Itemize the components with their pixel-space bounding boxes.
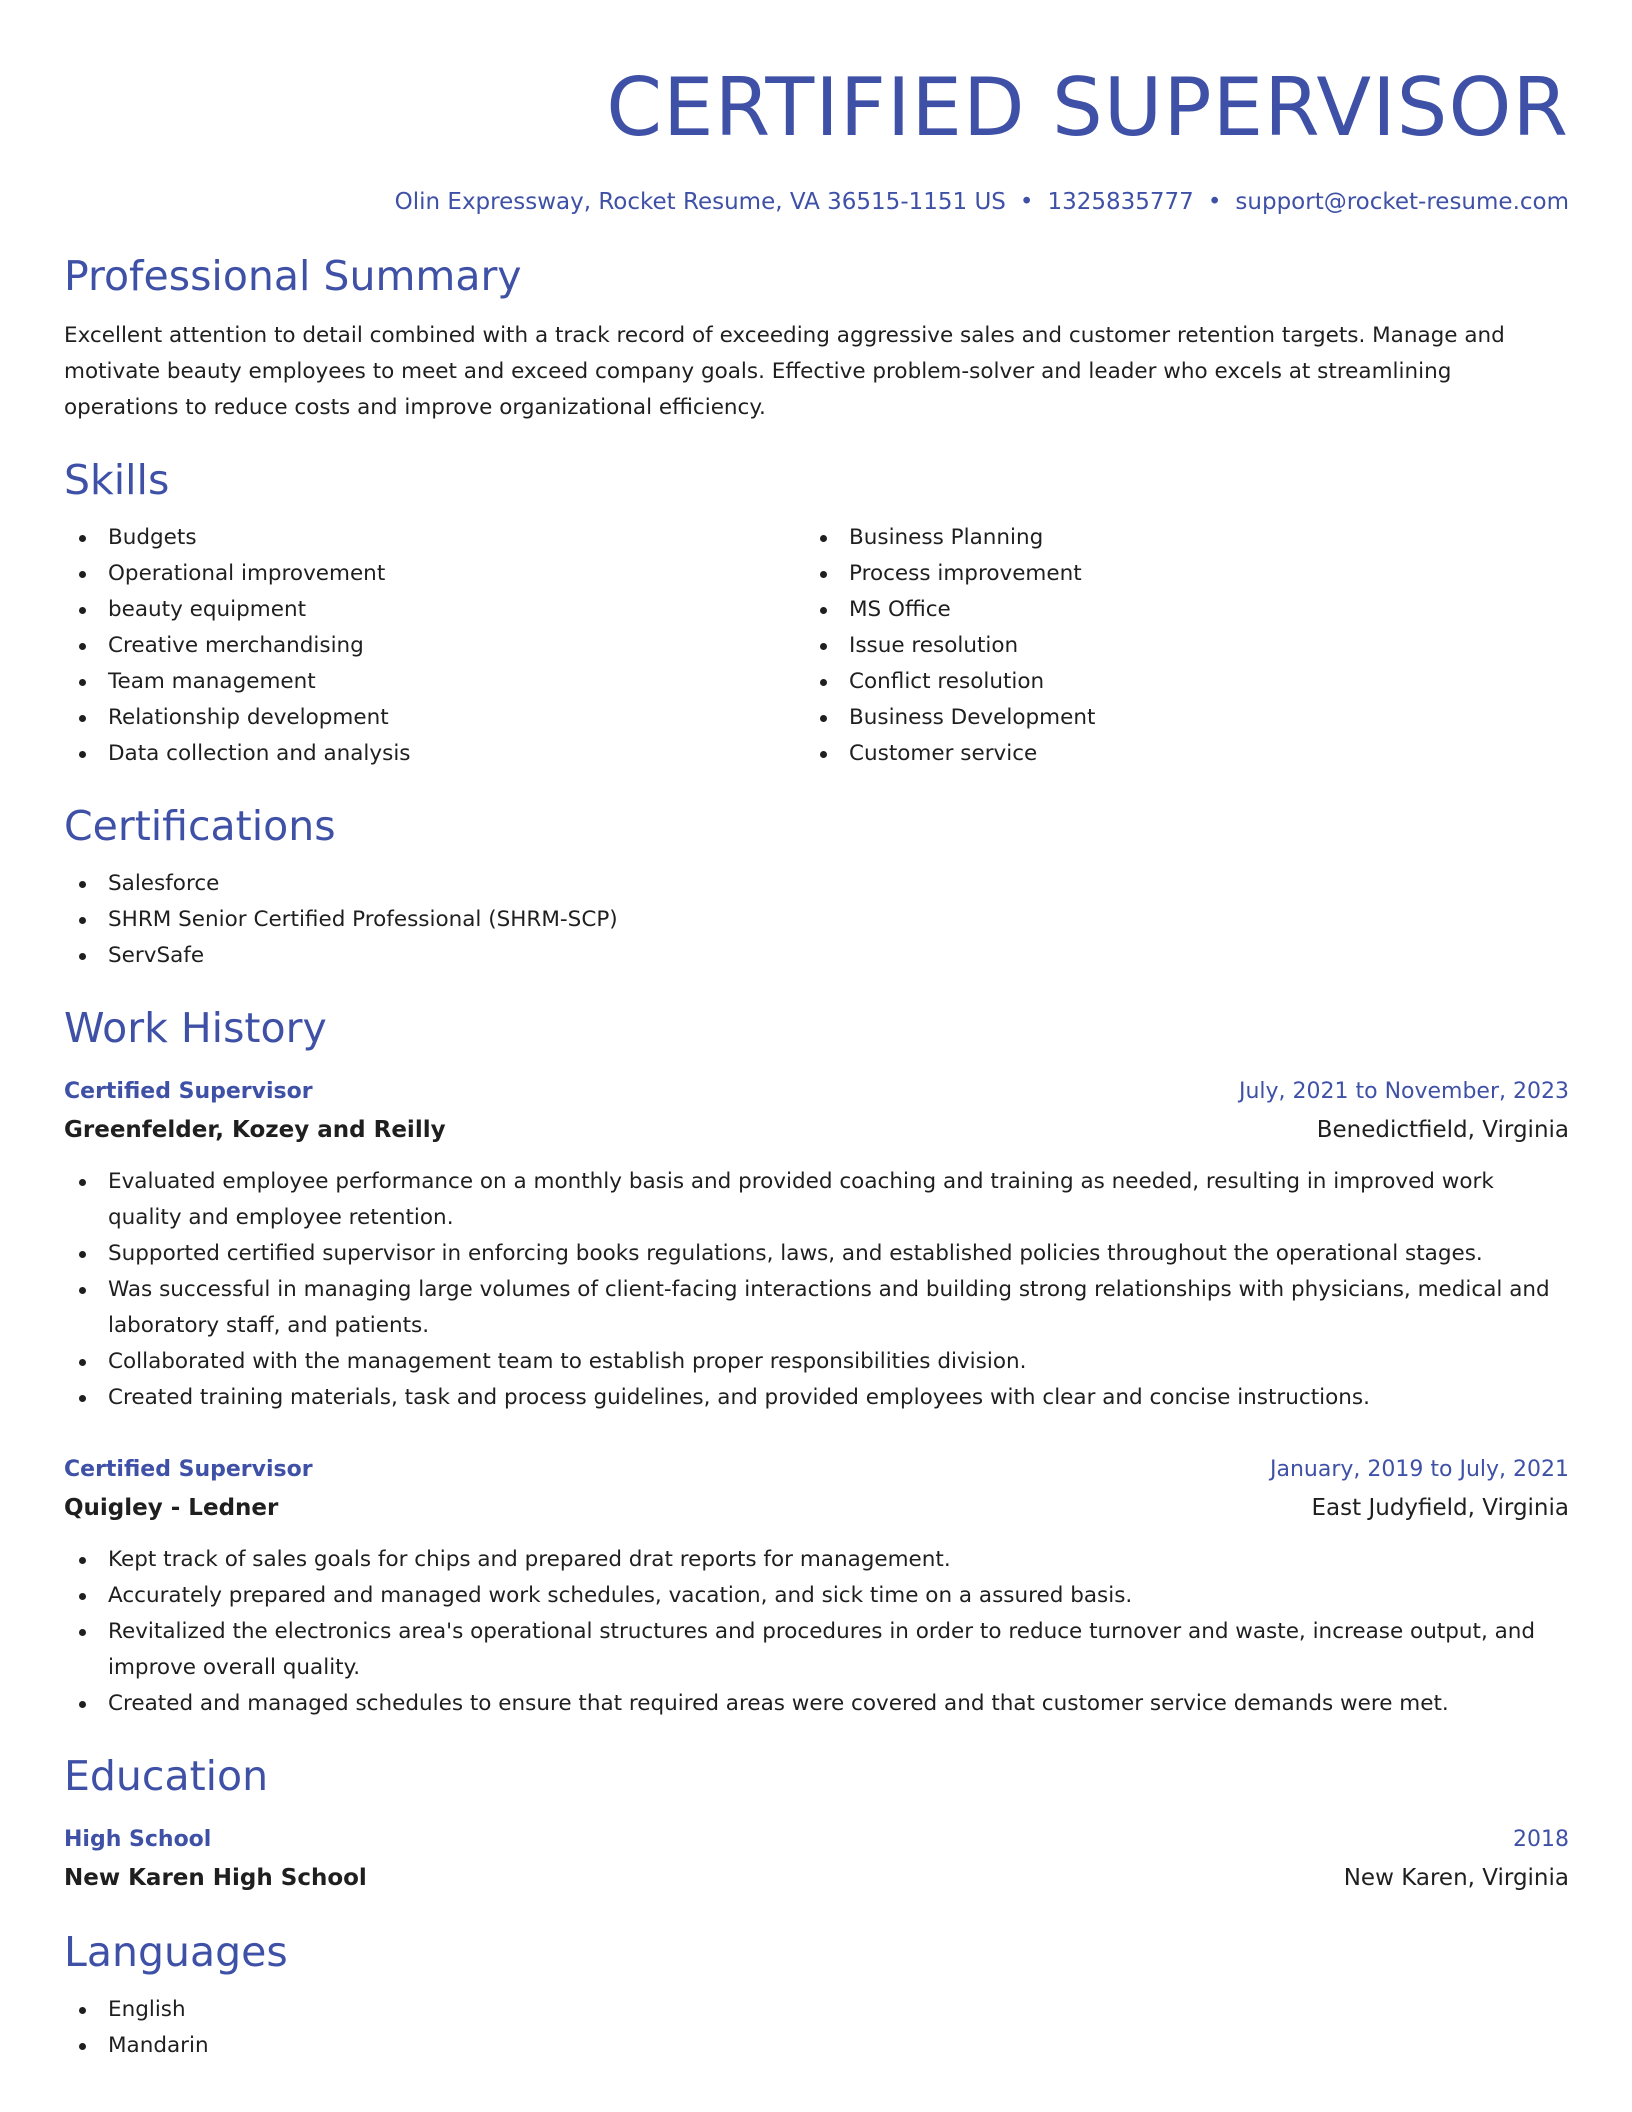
skill-item: Customer service xyxy=(805,736,1569,772)
education-header-row xyxy=(64,1822,1569,1858)
work-history-section xyxy=(64,1002,1569,1722)
job-company-row xyxy=(64,1110,1569,1150)
skill-item: Data collection and analysis xyxy=(64,736,805,772)
skill-item: Budgets xyxy=(64,520,805,556)
section-title-work-history: Work History xyxy=(64,1004,327,1052)
job-company: Greenfelder, Kozey and Reilly xyxy=(64,1117,446,1143)
job-duty-item: Was successful in managing large volumes of client-facing interactions and building strong relationships with physicians, medical and laboratory staff, and patients. xyxy=(64,1272,1569,1344)
education-year: 2018 xyxy=(1513,1827,1569,1852)
job-location: East Judyfield, Virginia xyxy=(1311,1495,1569,1521)
job-header-row xyxy=(64,1452,1569,1488)
job-duty-item: Created and managed schedules to ensure that required areas were covered and that customer service demands were met. xyxy=(64,1686,1569,1722)
education-school-row xyxy=(64,1858,1569,1898)
skills-list-left xyxy=(64,520,805,772)
skills-grid xyxy=(64,520,1569,772)
job-title: Certified Supervisor xyxy=(64,1079,313,1104)
contact-address: Olin Expressway, Rocket Resume, VA 36515-1151 US xyxy=(394,189,1006,215)
contact-email: support@rocket-resume.com xyxy=(1235,189,1569,215)
skill-item: Business Development xyxy=(805,700,1569,736)
skills-section xyxy=(64,454,1569,772)
language-item: Mandarin xyxy=(64,2028,1569,2064)
languages-section xyxy=(64,1926,1569,2064)
section-title-skills: Skills xyxy=(64,456,170,504)
job-company-row xyxy=(64,1488,1569,1528)
skills-column-right xyxy=(805,520,1569,772)
skill-item: Relationship development xyxy=(64,700,805,736)
certification-item: Salesforce xyxy=(64,866,1569,902)
summary-section xyxy=(64,250,1569,426)
job-dates: January, 2019 to July, 2021 xyxy=(1270,1457,1569,1482)
certification-item: ServSafe xyxy=(64,938,1569,974)
education-section xyxy=(64,1750,1569,1898)
job-duty-item: Created training materials, task and process guidelines, and provided employees with clear and concise instructions. xyxy=(64,1380,1569,1416)
job-title: Certified Supervisor xyxy=(64,1457,313,1482)
job-duties-list xyxy=(64,1164,1569,1416)
section-title-certifications: Certifications xyxy=(64,802,336,850)
contact-phone: 1325835777 xyxy=(1047,189,1194,215)
education-location: New Karen, Virginia xyxy=(1343,1865,1569,1891)
education-entry xyxy=(64,1822,1569,1898)
job-duty-item: Supported certified supervisor in enforcing books regulations, laws, and established policies throughout the operational stages. xyxy=(64,1236,1569,1272)
job-dates: July, 2021 to November, 2023 xyxy=(1238,1079,1569,1104)
skill-item: Process improvement xyxy=(805,556,1569,592)
job-entry xyxy=(64,1074,1569,1416)
section-title-languages: Languages xyxy=(64,1928,288,1976)
job-company: Quigley - Ledner xyxy=(64,1495,279,1521)
education-school: New Karen High School xyxy=(64,1865,367,1891)
section-title-summary: Professional Summary xyxy=(64,252,522,300)
contact-separator: • xyxy=(1019,189,1034,215)
skill-item: Issue resolution xyxy=(805,628,1569,664)
skill-item: Team management xyxy=(64,664,805,700)
skill-item: Creative merchandising xyxy=(64,628,805,664)
job-duties-list xyxy=(64,1542,1569,1722)
skills-column-left xyxy=(64,520,805,772)
education-degree: High School xyxy=(64,1827,212,1852)
skills-list-right xyxy=(805,520,1569,772)
job-entry xyxy=(64,1452,1569,1722)
contact-separator: • xyxy=(1207,189,1222,215)
job-duty-item: Evaluated employee performance on a monthly basis and provided coaching and training as needed, resulting in improved work quality and employee retention. xyxy=(64,1164,1569,1236)
job-duty-item: Accurately prepared and managed work schedules, vacation, and sick time on a assured basis. xyxy=(64,1578,1569,1614)
job-header-row xyxy=(64,1074,1569,1110)
certification-item: SHRM Senior Certified Professional (SHRM-SCP) xyxy=(64,902,1569,938)
job-duty-item: Revitalized the electronics area's operational structures and procedures in order to reduce turnover and waste, increase output, and improve overall quality. xyxy=(64,1614,1569,1686)
language-item: English xyxy=(64,1992,1569,2028)
skill-item: Business Planning xyxy=(805,520,1569,556)
contact-line xyxy=(64,186,1569,218)
skill-item: MS Office xyxy=(805,592,1569,628)
job-duty-item: Kept track of sales goals for chips and prepared drat reports for management. xyxy=(64,1542,1569,1578)
summary-text: Excellent attention to detail combined with a track record of exceeding aggressive sales and customer retention targets. Manage and motivate beauty employees to meet and exceed company goals. Effective problem-solver and leader who excels at streamlining operations to reduce costs and improve organizational efficiency. xyxy=(64,323,1505,420)
languages-list xyxy=(64,1992,1569,2064)
job-duty-item: Collaborated with the management team to establish proper responsibilities division. xyxy=(64,1344,1569,1380)
skill-item: Conflict resolution xyxy=(805,664,1569,700)
skill-item: Operational improvement xyxy=(64,556,805,592)
certifications-section xyxy=(64,800,1569,974)
certifications-list xyxy=(64,866,1569,974)
job-location: Benedictfield, Virginia xyxy=(1316,1117,1569,1143)
skill-item: beauty equipment xyxy=(64,592,805,628)
resume-name: CERTIFIED SUPERVISOR xyxy=(606,61,1569,154)
section-title-education: Education xyxy=(64,1752,269,1800)
